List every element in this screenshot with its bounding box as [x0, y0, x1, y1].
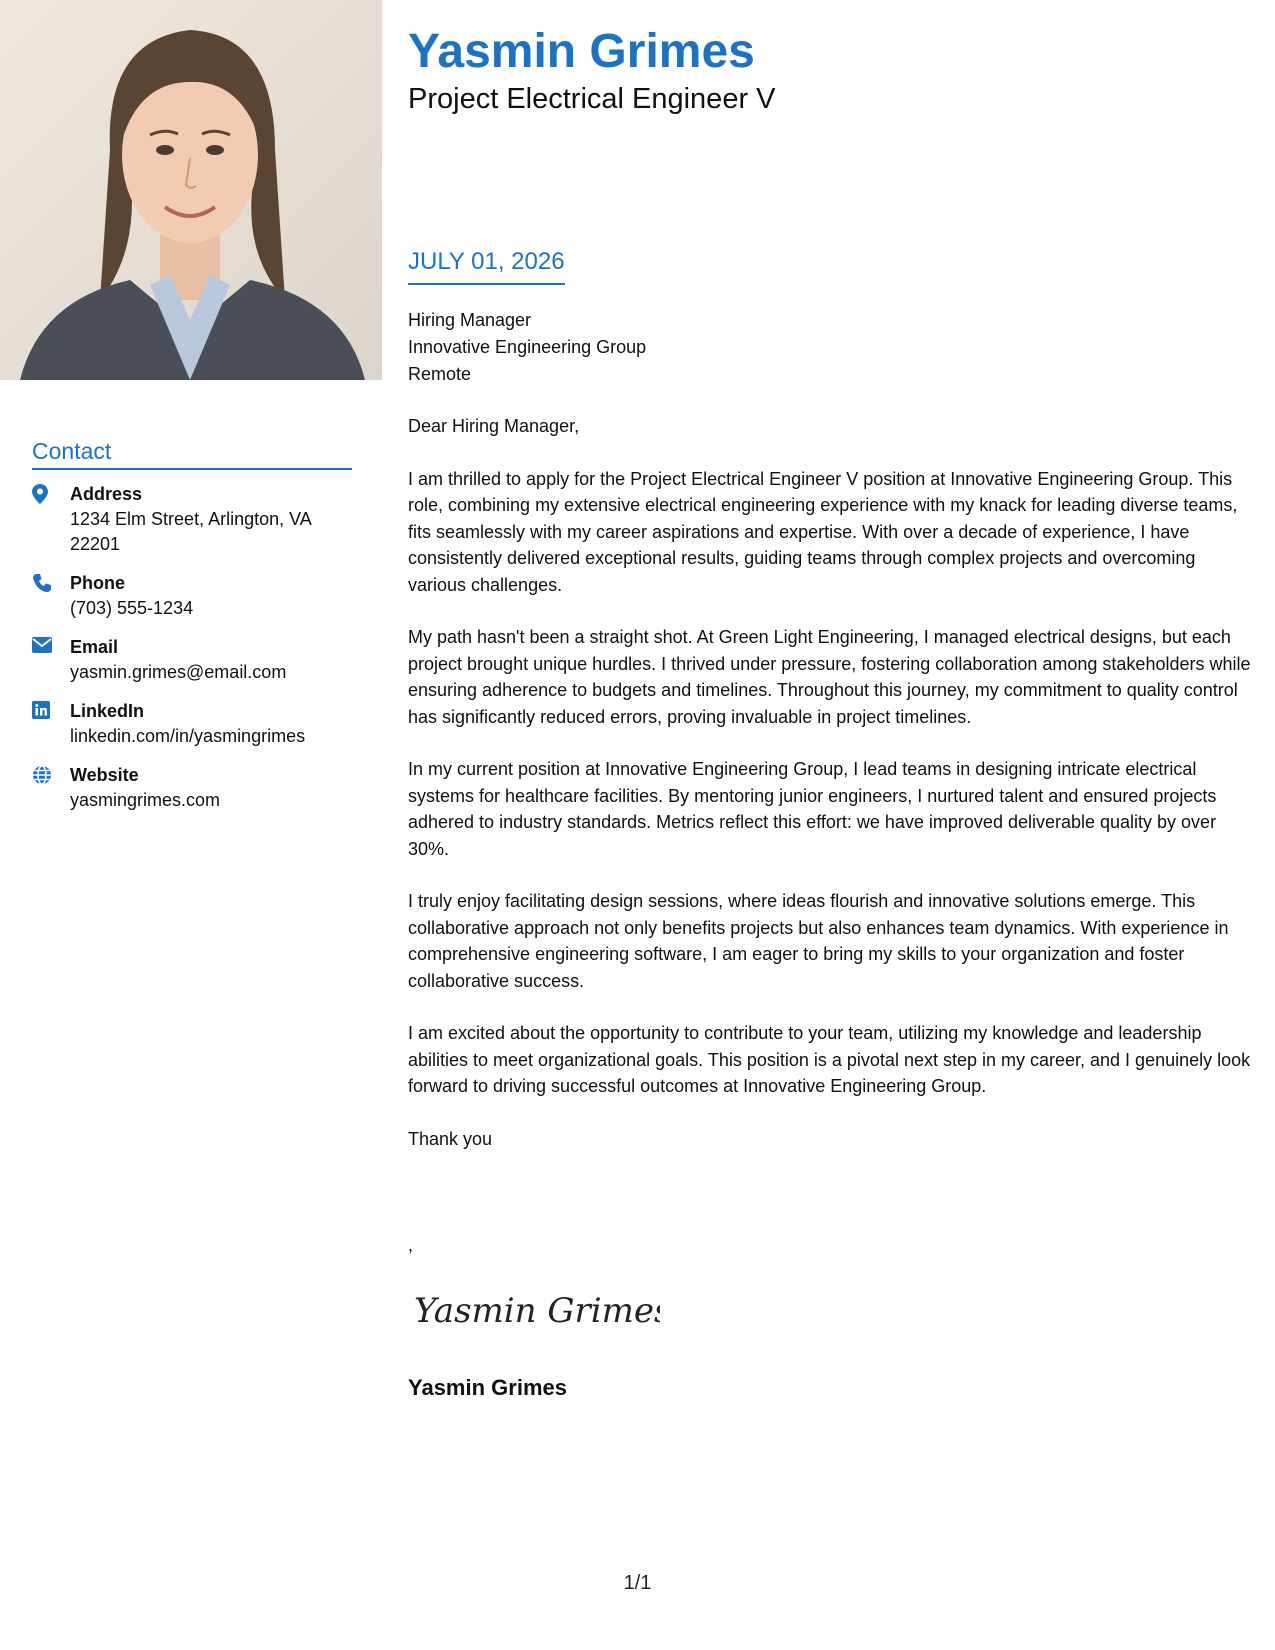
- contact-label: LinkedIn: [70, 701, 145, 721]
- letter-header: [408, 22, 1253, 116]
- letter-paragraph: My path hasn't been a straight shot. At Green Light Engineering, I managed electrical designs, but each project brought unique hurdles. I thrived under pressure, fostering collaboration among stakeholders while ensuring adherence to budgets and timelines. Throughout this journey, my commitment to quality control has significantly reduced errors, proving invaluable in project timelines.: [408, 627, 1251, 727]
- recipient-line: Innovative Engineering Group: [408, 337, 647, 357]
- salutation: Dear Hiring Manager,: [408, 416, 580, 436]
- contact-website: [32, 763, 352, 813]
- applicant-name: Yasmin Grimes: [408, 25, 755, 78]
- portrait-illustration: [0, 0, 382, 380]
- linkedin-link[interactable]: linkedin.com/in/yasmingrimes: [70, 726, 306, 746]
- contact-value: (703) 555-1234: [70, 598, 194, 618]
- page-number: 1/1: [623, 1572, 652, 1594]
- contact-linkedin: [32, 699, 352, 749]
- contact-label: Address: [70, 484, 143, 504]
- signer-name: Yasmin Grimes: [408, 1375, 567, 1400]
- closing: Thank you: [408, 1128, 493, 1149]
- contact-label: Email: [70, 637, 119, 657]
- recipient-line: Remote: [408, 364, 472, 384]
- closing-comma: ,: [408, 1235, 414, 1255]
- recipient-line: Hiring Manager: [408, 310, 532, 330]
- letter-date-block: [408, 248, 565, 285]
- letter-paragraph: I am thrilled to apply for the Project Electrical Engineer V position at Innovative Engineering Group. This role, combining my extensive electrical engineering experience with my knack for leading diverse teams, fits seamlessly with my career aspirations and expertise. With over a decade of experience, I have consistently delivered exceptional results, guiding teams through complex projects and overcoming various challenges.: [408, 468, 1238, 595]
- globe-icon: [32, 763, 70, 813]
- contact-value: 1234 Elm Street, Arlington, VA 22201: [70, 509, 311, 554]
- contact-sidebar: [32, 438, 352, 827]
- contact-phone: [32, 571, 352, 621]
- contact-label: Phone: [70, 573, 126, 593]
- signature-text: Yasmin Grimes: [414, 1291, 660, 1331]
- contact-label: Website: [70, 765, 139, 785]
- phone-icon: [32, 571, 70, 621]
- website-link[interactable]: yasmingrimes.com: [70, 790, 221, 810]
- profile-photo: [0, 0, 382, 380]
- letter-paragraph: I truly enjoy facilitating design sessions, where ideas flourish and innovative solutions emerge. This collaborative approach not only benefits projects but also enhances team dynamics. With experience in comprehensive engineering software, I am eager to bring my skills to your organization and foster collaborative success.: [408, 891, 1229, 991]
- applicant-title: Project Electrical Engineer V: [408, 83, 776, 115]
- envelope-icon: [32, 635, 70, 685]
- letter-body: [408, 413, 1253, 1178]
- contact-heading: Contact: [32, 438, 352, 470]
- handwritten-signature: [410, 1280, 660, 1345]
- recipient-block: [408, 307, 646, 388]
- letter-paragraph: In my current position at Innovative Engineering Group, I lead teams in designing intricate electrical systems for healthcare facilities. By mentoring junior engineers, I nurtured talent and ensured projects adhered to industry standards. Metrics reflect this effort: we have improved deliverable quality by over 30%.: [408, 759, 1217, 859]
- letter-date: JULY 01, 2026: [408, 248, 565, 285]
- map-pin-icon: [32, 482, 70, 557]
- linkedin-icon: [32, 699, 70, 749]
- letter-paragraph: I am excited about the opportunity to contribute to your team, utilizing my knowledge and leadership abilities to meet organizational goals. This position is a pivotal next step in my career, and I genuinely look forward to driving successful outcomes at Innovative Engineering Group.: [408, 1023, 1251, 1096]
- contact-address: [32, 482, 352, 557]
- email-link[interactable]: yasmin.grimes@email.com: [70, 662, 287, 682]
- contact-email: [32, 635, 352, 685]
